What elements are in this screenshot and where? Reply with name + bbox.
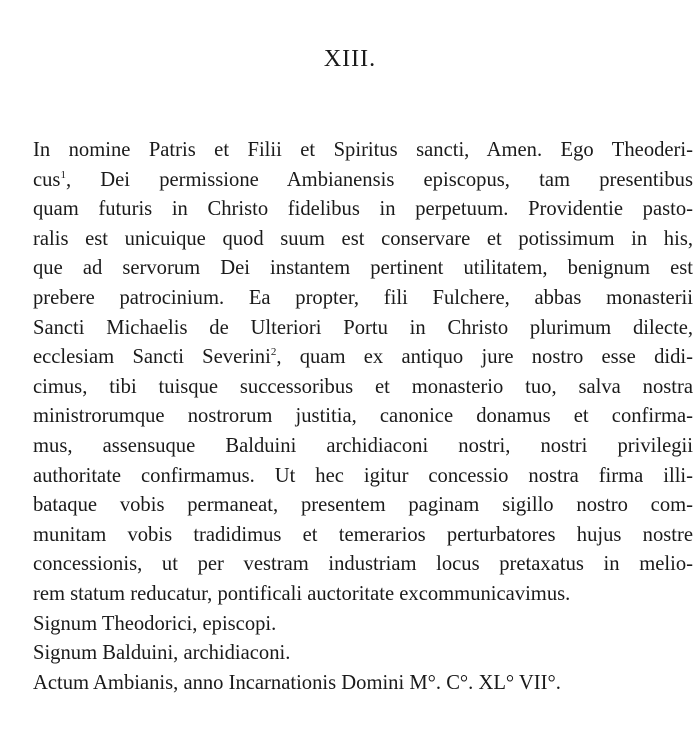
signature-archdeacon: Signum Balduini, archidiaconi. (33, 642, 291, 665)
dating-clause: Actum Ambianis, anno Incarnationis Domini M°. C°. XL° VII°. (33, 671, 561, 694)
text-line (33, 314, 693, 344)
text-line-content: rem statum reducatur, pontificali auctoritate excommunicavimus. (33, 582, 571, 605)
text-line-content: cimus, tibi tuisque successoribus et monasterio tuo, salva nostra (33, 375, 693, 398)
text-line-content: munitam vobis tradidimus et temerarios perturbatores hujus nostre (33, 523, 693, 546)
text-line-content: , Dei permissione Ambianensis episcopus, tam presentibus (65, 168, 693, 191)
text-line (33, 166, 693, 196)
text-line (33, 432, 693, 462)
text-line (33, 343, 693, 373)
text-line-content: authoritate confirmamus. Ut hec igitur concessio nostra firma illi- (33, 464, 693, 487)
text-line (33, 521, 693, 551)
text-line-content: prebere patrocinium. Ea propter, fili Fulchere, abbas monasterii (33, 286, 693, 309)
text-line (33, 284, 693, 314)
text-line-content: que ad servorum Dei instantem pertinent utilitatem, benignum est (33, 257, 693, 280)
text-line-content: mus, assensuque Balduini archidiaconi nostri, nostri privilegii (33, 434, 693, 457)
footnote-marker: 2 (270, 346, 277, 359)
text-line-content: ministrorumque nostrorum justitia, canonice donamus et confirma- (33, 405, 693, 428)
text-line (33, 195, 693, 225)
text-line-content: ralis est unicuique quod suum est conservare et potissimum in his, (33, 227, 693, 250)
text-line (33, 402, 693, 432)
text-line-content: In nomine Patris et Filii et Spiritus sancti, Amen. Ego Theoderi- (33, 139, 693, 161)
charter-number-heading: XIII. (323, 46, 377, 72)
charter-text (33, 136, 693, 698)
text-line-content: quam futuris in Christo fidelibus in perpetuum. Providentie pasto- (33, 198, 693, 221)
signature-bishop: Signum Theodorici, episcopi. (33, 612, 277, 635)
text-line-content: Sancti Michaelis de Ulteriori Portu in Christo plurimum dilecte, (33, 316, 693, 339)
text-line-content: ecclesiam Sancti Severini (33, 346, 271, 369)
text-line (33, 550, 693, 580)
footnote-marker: 1 (60, 168, 66, 181)
text-line-content: bataque vobis permaneat, presentem paginam sigillo nostro com- (33, 494, 693, 517)
text-line-content: concessionis, ut per vestram industriam locus pretaxatus in melio- (33, 553, 693, 576)
text-line (33, 254, 693, 284)
text-line (33, 225, 693, 255)
text-line (33, 580, 693, 610)
text-line-content: cus (33, 168, 61, 191)
text-line (33, 136, 693, 166)
text-line (33, 462, 693, 492)
text-line (33, 373, 693, 403)
text-line (33, 491, 693, 521)
text-line-content: , quam ex antiquo jure nostro esse didi- (276, 346, 693, 369)
